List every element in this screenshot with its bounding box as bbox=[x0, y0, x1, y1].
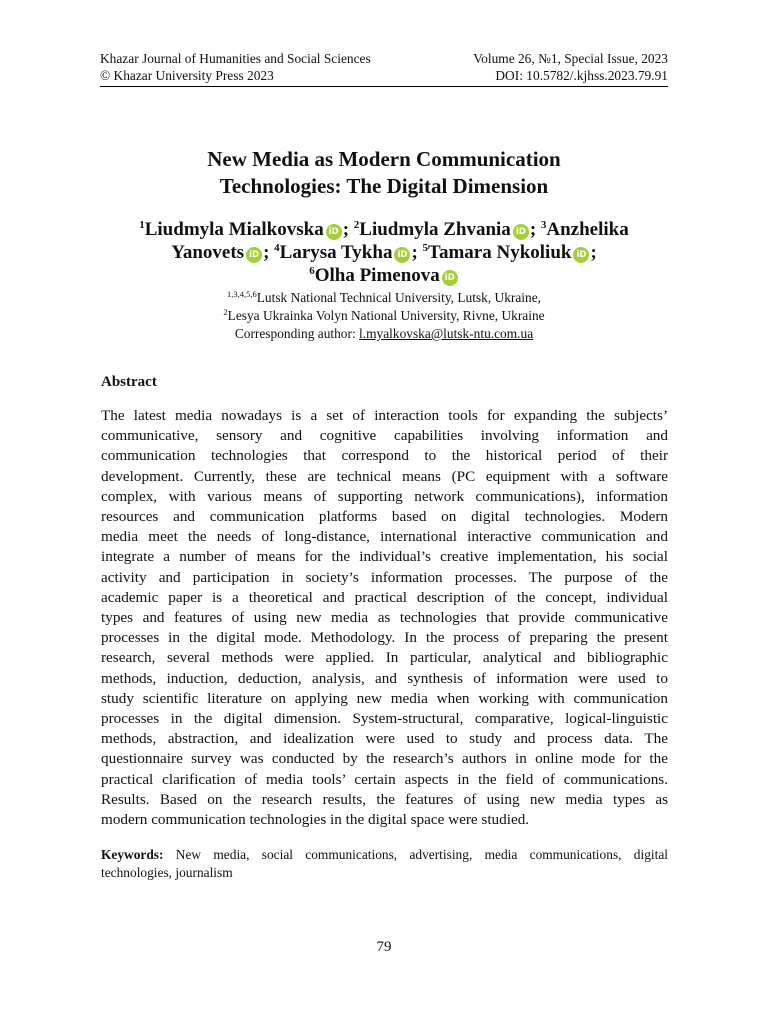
corresponding-author bbox=[100, 325, 668, 343]
abstract-line: questionnaire survey was conducted by the research’s authors in online mode for the bbox=[101, 750, 668, 768]
affiliations bbox=[100, 289, 668, 343]
abstract-line: processes in the digital mode. Methodology. In the process of preparing the present bbox=[101, 629, 668, 647]
abstract-line: methods, induction, deduction, analysis, and synthesis of information were used to bbox=[101, 669, 668, 687]
orcid-icon[interactable]: iD bbox=[246, 247, 262, 263]
affiliation-sup: 2 bbox=[223, 307, 228, 317]
abstract-line: practical clarification of media tools’ certain aspects in the field of communications. bbox=[101, 770, 668, 788]
author-sup: 2 bbox=[353, 219, 360, 231]
author-sup: 6 bbox=[309, 265, 315, 277]
abstract-line: academic paper is a theoretical and practical description of the concept, individual bbox=[101, 588, 668, 606]
author-sup: 1 bbox=[139, 219, 145, 231]
abstract-line: research, several methods were applied. In particular, analytical and bibliographic bbox=[101, 649, 668, 667]
orcid-icon[interactable]: iD bbox=[326, 224, 342, 240]
author-name: Larysa Tykha bbox=[279, 242, 393, 263]
abstract-line: processes in the digital dimension. System-structural, comparative, logical-linguistic bbox=[101, 710, 668, 728]
affiliation-sup: 1,3,4,5,6 bbox=[226, 289, 257, 299]
author-separator: ; bbox=[342, 219, 350, 240]
volume-info: Volume 26, №1, Special Issue, 2023 bbox=[473, 51, 668, 66]
keywords-line-1 bbox=[101, 846, 668, 864]
abstract-line: methods, abstraction, and idealization were used to study and process data. The bbox=[101, 730, 668, 748]
author-line-2 bbox=[100, 241, 668, 264]
email-link[interactable]: l.myalkovska@lutsk-ntu.com.ua bbox=[359, 326, 534, 341]
abstract-line: media meet the needs of long-distance, international interactive communication and bbox=[101, 528, 668, 546]
author-name-last: Yanovets bbox=[171, 242, 245, 263]
orcid-icon[interactable]: iD bbox=[442, 270, 458, 286]
abstract-line: modern communication technologies in the digital space were studied. bbox=[101, 811, 530, 829]
abstract-line: The latest media nowadays is a set of interaction tools for expanding the subjects’ bbox=[101, 407, 668, 424]
keywords-text: New media, social communications, advertising, media communications, digital bbox=[175, 847, 668, 862]
title-line-2: Technologies: The Digital Dimension bbox=[219, 174, 549, 198]
paper-title bbox=[100, 146, 668, 200]
orcid-icon[interactable]: iD bbox=[573, 247, 589, 263]
abstract-line: activity and participation in society’s information processes. The purpose of the bbox=[101, 568, 668, 586]
abstract-heading: Abstract bbox=[101, 374, 157, 390]
abstract-line: communicative, sensory and cognitive capabilities involving information and bbox=[101, 427, 668, 445]
author-list bbox=[100, 218, 668, 287]
affiliation-text: Lutsk National Technical University, Lutsk, Ukraine, bbox=[256, 290, 542, 305]
abstract-line: integrate a number of means for the individual’s creative implementation, his social bbox=[101, 548, 668, 566]
doi: DOI: 10.5782/.kjhss.2023.79.91 bbox=[495, 68, 668, 83]
abstract-line: study scientific literature on applying new media when working with communication bbox=[101, 689, 668, 707]
orcid-icon[interactable]: iD bbox=[513, 224, 529, 240]
author-separator: ; bbox=[529, 219, 537, 240]
keywords-label: Keywords: bbox=[101, 847, 164, 862]
author-sup: 5 bbox=[422, 242, 429, 254]
affiliation-1 bbox=[100, 289, 668, 307]
author-name: Tamara Nykoliuk bbox=[428, 242, 572, 263]
abstract-line: types and features of using new media as technologies that provide communicative bbox=[101, 609, 668, 627]
author-separator: ; bbox=[411, 242, 418, 263]
author-name-first: Anzhelika bbox=[546, 219, 629, 240]
abstract-line: resources and communication platforms based on digital technologies. Modern bbox=[101, 508, 668, 526]
author-sup: 4 bbox=[274, 242, 280, 254]
page-number: 79 bbox=[376, 939, 392, 955]
abstract-body bbox=[101, 406, 668, 830]
author-separator: ; bbox=[263, 242, 270, 263]
author-line-1 bbox=[100, 218, 668, 241]
author-name: Liudmyla Mialkovska bbox=[144, 219, 324, 240]
keywords bbox=[101, 846, 668, 882]
corresponding-label: Corresponding author: bbox=[234, 326, 356, 341]
affiliation-text: Lesya Ukrainka Volyn National University, Rivne, Ukraine bbox=[227, 308, 545, 323]
author-sup: 3 bbox=[540, 219, 547, 231]
author-name: Liudmyla Zhvania bbox=[359, 219, 511, 240]
abstract-line: development. Currently, these are technical means (PC equipment with a software bbox=[101, 467, 668, 485]
orcid-icon[interactable]: iD bbox=[394, 247, 410, 263]
keywords-line-2: technologies, journalism bbox=[101, 865, 233, 880]
affiliation-2 bbox=[100, 307, 668, 325]
header-rule bbox=[100, 86, 668, 87]
journal-name: Khazar Journal of Humanities and Social Sciences bbox=[100, 51, 371, 66]
journal-header bbox=[100, 50, 668, 84]
author-name: Olha Pimenova bbox=[314, 265, 440, 286]
abstract-line: complex, with various means of supporting network communications), information bbox=[101, 487, 668, 505]
abstract-line: communication technologies that correspond to the historical period of their bbox=[101, 447, 668, 465]
copyright-notice: © Khazar University Press 2023 bbox=[100, 68, 274, 83]
author-line-3 bbox=[100, 264, 668, 287]
abstract-line: Results. Based on the research results, the features of using new media types as bbox=[101, 790, 668, 808]
author-separator: ; bbox=[590, 242, 597, 263]
title-line-1: New Media as Modern Communication bbox=[207, 147, 561, 171]
